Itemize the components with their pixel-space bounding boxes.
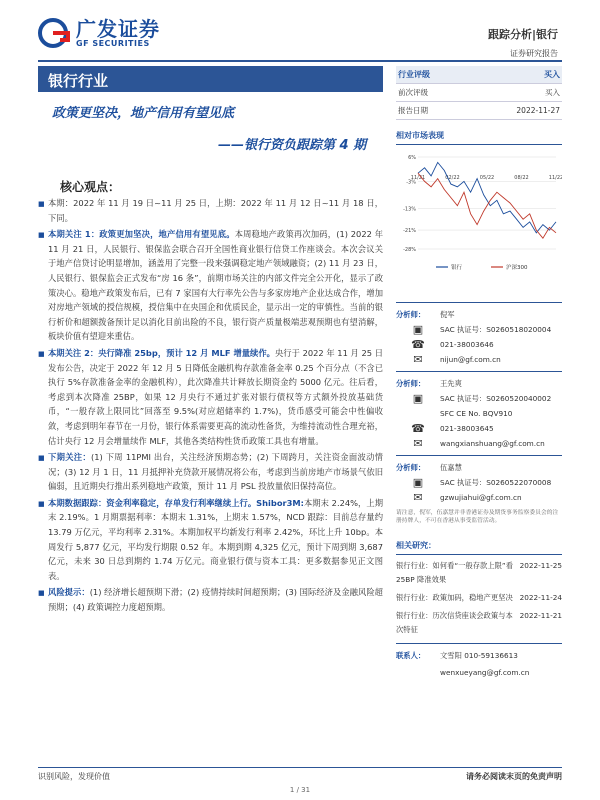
phone-icon: ☎ — [411, 422, 425, 435]
market-chart-svg — [396, 149, 562, 279]
analyst-card — [396, 371, 562, 451]
analyst-phone: 021-38003645 — [440, 424, 494, 433]
analyst-phone: 021-38003646 — [440, 340, 494, 349]
series-line-1 — [418, 173, 556, 238]
key-point-highlight: 下期关注： — [48, 452, 91, 463]
market-heading: 相对市场表现 — [396, 130, 562, 145]
related-heading: 相关研究： — [396, 540, 562, 555]
rating-table — [396, 66, 562, 120]
email-icon: ✉ — [413, 353, 423, 366]
id-card-icon: ▣ — [412, 323, 424, 336]
analyst-email[interactable]: gzwujiahui@gf.com.cn — [440, 493, 522, 502]
y-tick-label: -13% — [403, 206, 416, 213]
license-note: 请注意，倪军，伍嘉慧并非香港证券及期货事务监察委员会的注册持牌人，不可在香港从事受监管活动。 — [396, 510, 559, 524]
y-tick-label: -3% — [406, 179, 416, 186]
id-card-icon: ▣ — [412, 476, 424, 489]
key-point — [38, 227, 383, 344]
related-title[interactable]: 银行行业：政策加码，稳地产更坚决 — [396, 593, 513, 602]
x-tick-label: 08/22 — [514, 175, 529, 182]
key-point-text: 本周稳地产政策再次加码，(1) 2022 年 11 月 21 日，人民银行、银保监会联合召开全国性商业银行信贷工作座谈会。本次会议关于地产信贷讨论明显增加，涵盖用了完整一段来强调稳定地产领域融资；(2) 11 月 23 日，人民银行、银保监会正式发布“房 16 条”，前期市场关注的内部文件完全公开化，显示了政策决心。稳地产政策发布后，已有 7 家国有大行率先公告与多家房地产企业达成合作，增加对房地产领域的授信规模，授信集中在央国企和优质民企，显示出一定的审慎性。当前的银行析价和超额拨备预计足以消化目前出险的不良，银行资产质量极端悲观预期也有望消解，板块价值有望迎来重估。 — [48, 229, 383, 342]
analyst-sac: SAC 执证号：S0260522070008 — [440, 477, 552, 487]
prev-rating-value: 买入 — [545, 88, 560, 97]
rating-row — [396, 66, 562, 84]
analyst-name: 伍嘉慧 — [440, 462, 462, 472]
y-tick-label: -28% — [403, 247, 416, 253]
header-divider — [38, 60, 562, 62]
bullet-icon: ■ — [38, 200, 45, 208]
related-research — [396, 540, 562, 680]
bullet-icon: ■ — [38, 231, 45, 240]
page-number: 1 / 31 — [289, 786, 311, 794]
gf-logo-icon — [38, 18, 72, 48]
market-chart — [396, 149, 562, 279]
report-date-row — [396, 102, 562, 120]
key-point-text: 本期：2022 年 11 月 19 日~11 月 25 日，上期：2022 年 11 月 12 日~11 月 18 日，下同。 — [48, 198, 383, 223]
analyst-role: 分析师： — [396, 378, 426, 388]
contact-role: 联系人： — [396, 651, 426, 660]
analyst-card — [396, 302, 562, 367]
analyst-sac: SAC 执证号：S0260518020004 — [440, 324, 552, 334]
key-point-highlight: 本期关注 2：央行降准 25bp，预计 12 月 MLF 增量续作。 — [48, 347, 275, 358]
related-item[interactable] — [396, 609, 562, 637]
x-tick-label: 02/22 — [445, 175, 460, 182]
analyst-section — [396, 302, 562, 525]
analyst-card — [396, 455, 562, 505]
legend-label: 银行 — [451, 265, 463, 271]
page-header — [0, 0, 600, 60]
x-tick-label: 11/22 — [548, 175, 562, 182]
report-subtype: 证券研究报告 — [510, 49, 558, 58]
x-tick-label: 05/22 — [479, 175, 495, 182]
key-point-highlight: 本期关注 1：政策更加坚决，地产信用有望见底。 — [48, 229, 235, 240]
id-card-icon: ▣ — [412, 392, 424, 405]
contact-email[interactable]: wenxueyang@gf.com.cn — [440, 667, 530, 677]
y-tick-label: 6% — [408, 155, 416, 161]
analyst-name: 倪军 — [440, 309, 455, 319]
bullet-icon: ■ — [38, 499, 45, 508]
email-icon: ✉ — [413, 491, 423, 504]
key-point-text: 本期末 2.24%，上期末 2.19%。1 月期票据利率：本期末 1.31%，上期末 1.57%，NCD 跟踪：目前总存量约 13.79 万亿元，平均利率 2.31%。本期加权平均新发行利率 2.42%，环比上升 10bp。本周发行 5,877 亿元，平均发行期限 0.52 年。本期到期 4,325 亿元，预计下周到期 3,687 亿元，未来 30 日总到期约 1.74 万亿元。商业银行债与资本工具：更多数据参见正文图表。 — [48, 497, 383, 581]
related-date: 2022-11-21 — [519, 611, 562, 620]
analyst-email[interactable]: wangxianshuang@gf.com.cn — [440, 439, 545, 448]
key-point — [38, 196, 383, 225]
analyst-role: 分析师： — [396, 462, 426, 472]
key-point-highlight: 本期数据跟踪：资金利率稳定，存单发行利率继续上行。Shibor3M: — [48, 497, 304, 508]
company-logo — [38, 18, 160, 48]
bullet-icon: ■ — [38, 589, 45, 598]
logo-text-cn: 广发证券 — [76, 16, 160, 41]
key-point-text: (1) 经济增长超预期下滑；(2) 疫情持续时间超预期；(3) 国际经济及金融风险超预期；(4) 政策调控力度超预期。 — [48, 587, 383, 613]
logo-text-en: GF SECURITIES — [76, 38, 150, 48]
email-icon: ✉ — [413, 437, 423, 450]
report-type: 跟踪分析|银行 — [487, 28, 558, 41]
key-points-list — [38, 196, 383, 617]
legend-label: 沪深300 — [506, 265, 528, 271]
key-point — [38, 585, 383, 614]
footer-disclaimer[interactable]: 请务必阅读末页的免责声明 — [466, 772, 562, 781]
key-point-highlight: 风险提示： — [48, 587, 90, 598]
y-tick-label: -21% — [403, 228, 416, 235]
rating-value: 买入 — [467, 66, 562, 84]
report-date-label: 报告日期 — [398, 106, 428, 115]
related-item[interactable] — [396, 559, 562, 587]
bullet-icon: ■ — [38, 454, 45, 463]
related-item[interactable] — [396, 591, 562, 605]
key-points-heading: 核心观点： — [60, 180, 121, 194]
prev-rating-label: 前次评级 — [398, 88, 428, 97]
related-date: 2022-11-25 — [519, 561, 562, 570]
key-point — [38, 346, 383, 448]
contact-name-phone: 文雪阳 010-59136613 — [440, 651, 518, 660]
key-point — [38, 450, 383, 494]
key-point-text: 央行于 2022 年 11 月 25 日发布公告，决定于 2022 年 12 月 5 日降低金融机构存款准备金率 0.25 个百分点（不含已执行 5%存款准备金率的金融机构），此次降准共计释放长期资金约 5000 亿元。往后看，考虑到本次降准 25BP，如果 12 月央行不通过扩张对银行债权等方式额外投放基础货币，“一般存款上限同比”回落至 9.5%(对应超储率约 1.7%)，货币感受可能会中性偏收敛，考虑到明年春节在一月份，银行体系需要更高的流动性备货，为维持流动性合理充裕，估计央行 12 月会增量续作 MLF，其他各类结构性货币政策工具也有增量。 — [48, 347, 383, 446]
analyst-role: 分析师： — [396, 309, 426, 319]
related-title[interactable]: 银行行业：历次信贷座谈会政策与本次特征 — [396, 611, 513, 634]
report-title: 政策更坚决，地产信用有望见底 — [52, 106, 235, 121]
footer-slogan: 识别风险，发现价值 — [38, 772, 110, 781]
related-title[interactable]: 银行行业：如何看“一般存款上限”看 25BP 降准效果 — [396, 561, 514, 584]
key-point — [38, 496, 383, 584]
x-tick-label: 11/21 — [410, 175, 426, 182]
key-point-text: (1) 下周 11PMI 出台，关注经济预期态势；(2) 下周跨月，关注资金面波动情况；(3) 12 月 1 日，11 月抵押补充贷款开展情况将公布，考虑到当前房地产市场景气依旧偏弱，且近期央行推出系列稳地产政策，预计 11 月 PSL 投放量依旧保持高位。 — [48, 452, 383, 492]
prev-rating-row — [396, 84, 562, 102]
contact-block — [396, 643, 562, 680]
bullet-icon: ■ — [38, 349, 45, 358]
industry-banner: 银行行业 — [38, 66, 383, 92]
series-line-0 — [418, 162, 556, 232]
analyst-email[interactable]: nijun@gf.com.cn — [440, 355, 501, 364]
analyst-sfc: SFC CE No. BQV910 — [440, 409, 513, 418]
sidebar — [396, 66, 562, 279]
phone-icon: ☎ — [411, 338, 425, 351]
report-date-value: 2022-11-27 — [516, 106, 560, 115]
report-subtitle: ——银行资负跟踪第 4 期 — [218, 138, 367, 153]
related-date: 2022-11-24 — [519, 593, 562, 602]
analyst-name: 王先爽 — [440, 378, 462, 388]
analyst-sac: SAC 执证号：S0260520040002 — [440, 393, 552, 403]
rating-label: 行业评级 — [396, 66, 467, 84]
footer-divider — [38, 767, 562, 768]
